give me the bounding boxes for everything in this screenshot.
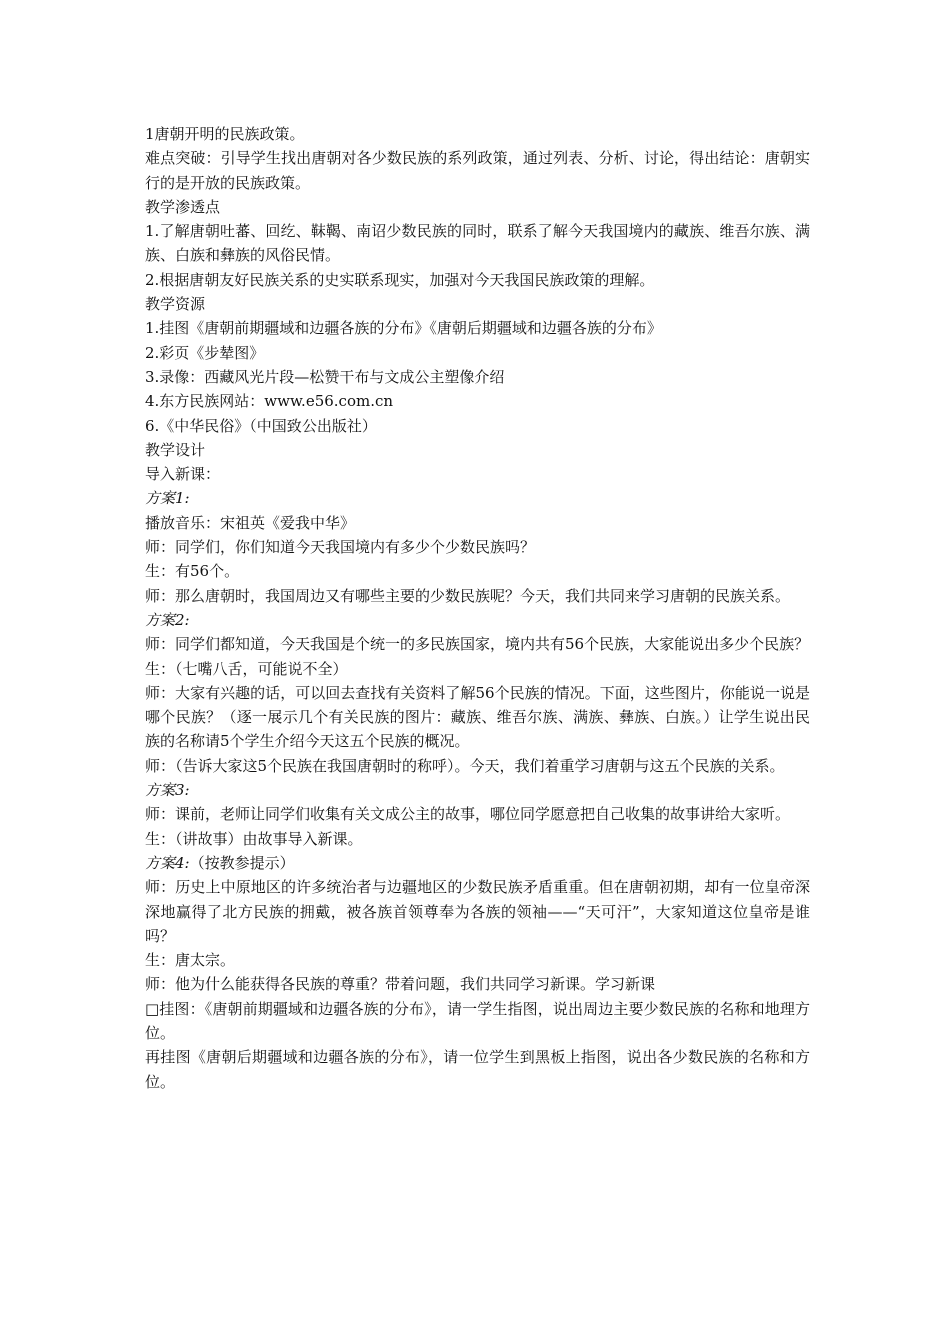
dialogue-line: 师：那么唐朝时，我国周边又有哪些主要的少数民族呢？今天，我们共同来学习唐朝的民族关系。 bbox=[145, 586, 791, 605]
dialogue-line: 师：（告诉大家这5个民族在我国唐朝时的称呼）。今天，我们着重学习唐朝与这五个民族的关系。 bbox=[145, 756, 785, 775]
section-heading: 教学资源 bbox=[145, 295, 206, 314]
dialogue-line: 师：课前，老师让同学们收集有关文成公主的故事，哪位同学愿意把自己收集的故事讲给大家听。 bbox=[145, 805, 791, 824]
plan-heading: 方案4: bbox=[145, 853, 190, 872]
text-paragraph: 1.了解唐朝吐蕃、回纥、靺鞨、南诏少数民族的同时，联系了解今天我国境内的藏族、维吾尔族、满族、白族和彝族的风俗民情。 bbox=[145, 222, 810, 265]
plan-heading-line bbox=[145, 851, 810, 875]
dialogue-line: 师：大家有兴趣的话，可以回去查找有关资料了解56个民族的情况。下面，这些图片，你能说一说是哪个民族？（逐一展示几个有关民族的图片：藏族、维吾尔族、满族、彝族、白族。）让学生说出民族的名称请5个学生介绍今天这五个民族的概况。 bbox=[145, 683, 810, 751]
dialogue-line: 师：同学们都知道，今天我国是个统一的多民族国家，境内共有56个民族，大家能说出多少个民族？ bbox=[145, 635, 810, 654]
text-line: 4.东方民族网站：www.e56.com.cn bbox=[145, 392, 394, 411]
text-paragraph: 再挂图《唐朝后期疆域和边疆各族的分布》，请一位学生到黑板上指图，说出各少数民族的名称和方位。 bbox=[145, 1048, 810, 1091]
text-line: 1唐朝开明的民族政策。 bbox=[145, 125, 305, 143]
text-line: 1.挂图《唐朝前期疆域和边疆各族的分布》《唐朝后期疆域和边疆各族的分布》 bbox=[145, 319, 662, 338]
dialogue-line: 师：历史上中原地区的许多统治者与边疆地区的少数民族矛盾重重。但在唐朝初期，却有一位皇帝深深地赢得了北方民族的拥戴，被各族首领尊奉为各族的领袖——“天可汗”，大家知道这位皇帝是谁吗？ bbox=[145, 878, 810, 945]
text-line: 播放音乐：宋祖英《爱我中华》 bbox=[145, 513, 356, 532]
dialogue-line: 生：有56个。 bbox=[145, 562, 240, 581]
document-body bbox=[145, 122, 810, 1094]
plan-heading: 方案1: bbox=[145, 489, 190, 508]
dialogue-line: 生：（七嘴八舌，可能说不全） bbox=[145, 659, 348, 678]
text-line: 2.彩页《步辇图》 bbox=[145, 343, 265, 362]
section-heading: 教学设计 bbox=[145, 440, 206, 459]
plan-note: （按教参提示） bbox=[189, 853, 295, 872]
section-heading: 导入新课： bbox=[145, 465, 221, 484]
text-line: 6.《中华民俗》（中国致公出版社） bbox=[145, 416, 377, 435]
dialogue-line: 师：同学们，你们知道今天我国境内有多少个少数民族吗？ bbox=[145, 538, 536, 557]
dialogue-line: 生：唐太宗。 bbox=[145, 951, 236, 970]
plan-heading: 方案2: bbox=[145, 610, 190, 629]
text-line: 3.录像：西藏风光片段—松赞干布与文成公主塑像介绍 bbox=[145, 367, 505, 386]
section-heading: 教学渗透点 bbox=[145, 197, 221, 216]
plan-heading: 方案3: bbox=[145, 781, 190, 800]
text-paragraph: □挂图：《唐朝前期疆域和边疆各族的分布》，请一学生指图，说出周边主要少数民族的名称和地理方位。 bbox=[145, 999, 810, 1042]
dialogue-line: 生：（讲故事）由故事导入新课。 bbox=[145, 829, 363, 848]
dialogue-line: 师：他为什么能获得各民族的尊重？带着问题，我们共同学习新课。学习新课 bbox=[145, 975, 656, 994]
text-line: 2.根据唐朝友好民族关系的史实联系现实，加强对今天我国民族政策的理解。 bbox=[145, 270, 655, 289]
text-paragraph: 难点突破：引导学生找出唐朝对各少数民族的系列政策，通过列表、分析、讨论，得出结论：唐朝实行的是开放的民族政策。 bbox=[145, 149, 810, 192]
